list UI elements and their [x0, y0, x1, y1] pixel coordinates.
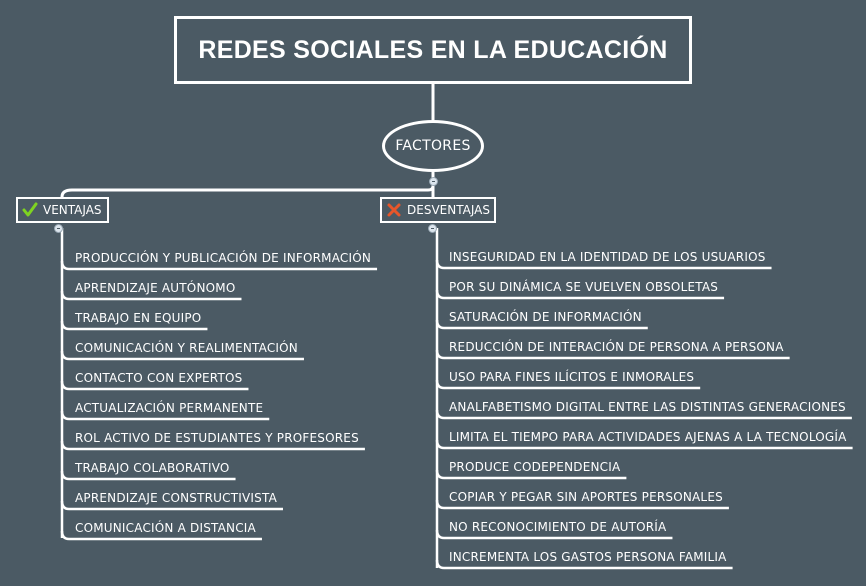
topic-item[interactable]: NO RECONOCIMIENTO DE AUTORÍA — [449, 520, 667, 534]
cross-icon — [386, 202, 402, 218]
collapse-toggle-factors[interactable] — [429, 177, 438, 186]
topic-item[interactable]: ROL ACTIVO DE ESTUDIANTES Y PROFESORES — [75, 431, 359, 445]
branch-ventajas[interactable] — [16, 197, 109, 223]
title: REDES SOCIALES EN LA EDUCACIÓN — [198, 35, 668, 64]
topic-item[interactable]: ANALFABETISMO DIGITAL ENTRE LAS DISTINTAS GENERACIONES — [449, 400, 846, 414]
topic-item[interactable]: APRENDIZAJE CONSTRUCTIVISTA — [75, 491, 277, 505]
title-box[interactable] — [174, 16, 692, 84]
branch-desventajas-label: DESVENTAJAS — [407, 203, 490, 217]
topic-item[interactable]: REDUCCIÓN DE INTERACIÓN DE PERSONA A PERSONA — [449, 340, 784, 354]
topic-item[interactable]: COPIAR Y PEGAR SIN APORTES PERSONALES — [449, 490, 723, 504]
topic-item[interactable]: PRODUCE CODEPENDENCIA — [449, 460, 621, 474]
topic-item[interactable]: POR SU DINÁMICA SE VUELVEN OBSOLETAS — [449, 280, 719, 294]
topic-item[interactable]: SATURACIÓN DE INFORMACIÓN — [449, 310, 642, 324]
central-node-label: FACTORES — [395, 138, 471, 154]
topic-item[interactable]: CONTACTO CON EXPERTOS — [75, 371, 243, 385]
topic-item[interactable]: TRABAJO COLABORATIVO — [75, 461, 230, 475]
branch-desventajas[interactable] — [380, 197, 496, 223]
topic-item[interactable]: COMUNICACIÓN Y REALIMENTACIÓN — [75, 341, 298, 355]
topic-item[interactable]: TRABAJO EN EQUIPO — [75, 311, 202, 325]
check-icon — [22, 202, 38, 218]
collapse-toggle-desventajas[interactable] — [428, 224, 437, 233]
topic-item[interactable]: INSEGURIDAD EN LA IDENTIDAD DE LOS USUARIOS — [449, 250, 766, 264]
topic-item[interactable]: APRENDIZAJE AUTÓNOMO — [75, 281, 236, 295]
topic-item[interactable]: INCREMENTA LOS GASTOS PERSONA FAMILIA — [449, 550, 727, 564]
central-node-factors[interactable] — [382, 120, 484, 172]
topic-item[interactable]: COMUNICACIÓN A DISTANCIA — [75, 521, 256, 535]
topic-item[interactable]: USO PARA FINES ILÍCITOS E INMORALES — [449, 370, 695, 384]
collapse-toggle-ventajas[interactable] — [54, 224, 63, 233]
topic-item[interactable]: PRODUCCIÓN Y PUBLICACIÓN DE INFORMACIÓN — [75, 251, 372, 265]
topic-item[interactable]: ACTUALIZACIÓN PERMANENTE — [75, 401, 264, 415]
topic-item[interactable]: LIMITA EL TIEMPO PARA ACTIVIDADES AJENAS A LA TECNOLOGÍA — [449, 430, 847, 444]
branch-ventajas-label: VENTAJAS — [43, 203, 102, 217]
